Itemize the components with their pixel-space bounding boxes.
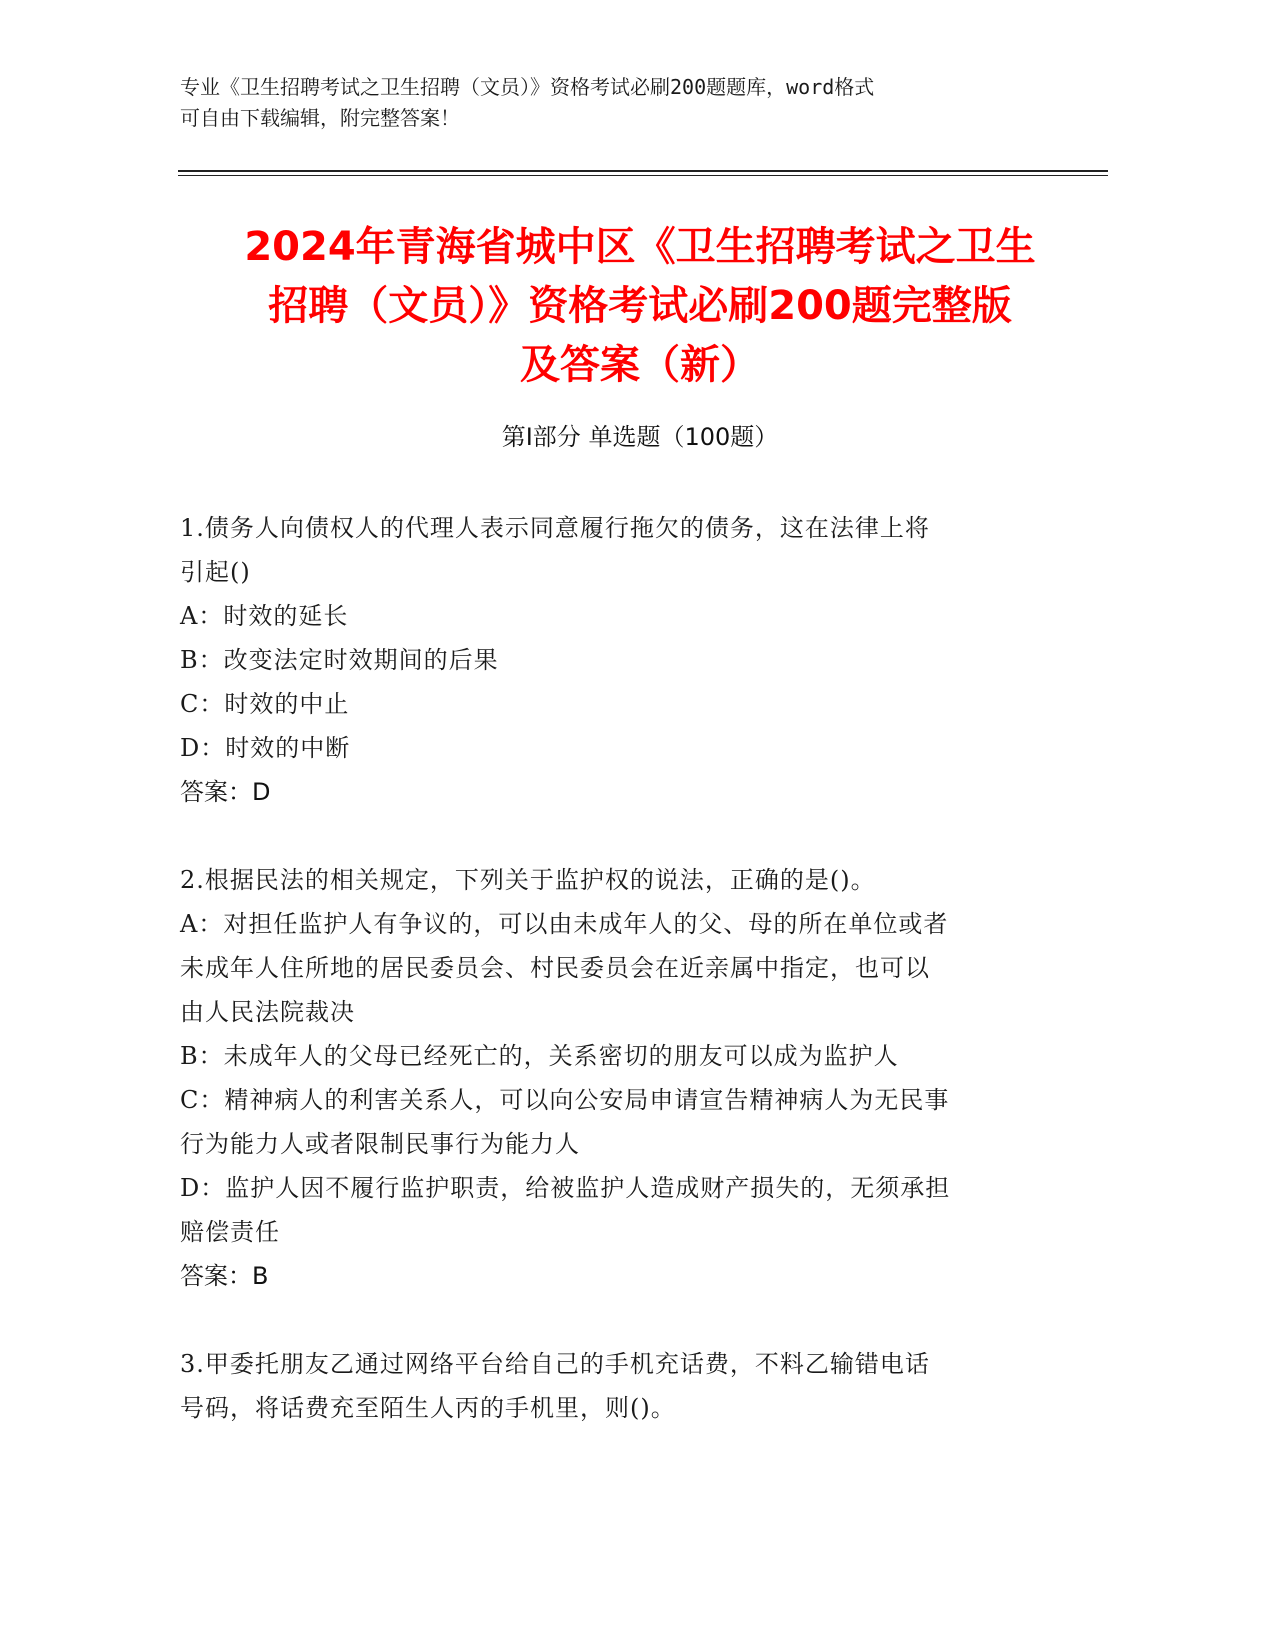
header-divider-thick [178,170,1108,172]
title-line-1: 2024年青海省城中区《卫生招聘考试之卫生 [244,224,1036,270]
section-heading: 第Ⅰ部分 单选题（100题） [501,423,779,451]
option-b: B：未成年人的父母已经死亡的，关系密切的朋友可以成为监护人 [180,1042,899,1070]
option-c-continued: 行为能力人或者限制民事行为能力人 [180,1130,580,1158]
option-a: A：时效的延长 [180,602,349,630]
question-text-line: 1.债务人向债权人的代理人表示同意履行拖欠的债务，这在法律上将 [180,514,930,542]
header-divider-thin [178,175,1108,176]
option-c: C：精神病人的利害关系人，可以向公安局申请宣告精神病人为无民事 [180,1086,950,1114]
title-line-3: 及答案（新） [520,342,760,388]
question-text-line: 引起() [180,558,251,586]
header-note [180,72,1060,134]
option-d-continued: 赔偿责任 [180,1218,280,1246]
question-text-line: 2.根据民法的相关规定，下列关于监护权的说法，正确的是()。 [180,866,876,894]
option-a-continued: 由人民法院裁决 [180,998,355,1026]
option-a: A：对担任监护人有争议的，可以由未成年人的父、母的所在单位或者 [180,910,949,938]
question-text-line: 3.甲委托朋友乙通过网络平台给自己的手机充话费，不料乙输错电话 [180,1350,930,1378]
document-title [140,218,1140,395]
option-b: B：改变法定时效期间的后果 [180,646,499,674]
option-d: D：监护人因不履行监护职责，给被监护人造成财产损失的，无须承担 [180,1174,951,1202]
header-note-line-2: 可自由下载编辑，附完整答案！ [180,106,460,130]
option-c: C：时效的中止 [180,690,350,718]
answer-line: 答案：D [180,778,271,806]
option-a-continued: 未成年人住所地的居民委员会、村民委员会在近亲属中指定，也可以 [180,954,930,982]
question-2 [180,858,1080,1298]
question-list [180,506,1080,1430]
question-text-line: 号码，将话费充至陌生人丙的手机里，则()。 [180,1394,676,1422]
title-line-2: 招聘（文员）》资格考试必刷200题完整版 [268,283,1012,329]
question-3 [180,1342,1080,1430]
spacer [180,1298,1080,1342]
question-1 [180,506,1080,814]
answer-line: 答案：B [180,1262,269,1290]
header-note-line-1: 专业《卫生招聘考试之卫生招聘（文员）》资格考试必刷200题题库，word格式 [180,75,875,99]
option-d: D：时效的中断 [180,734,351,762]
spacer [180,814,1080,858]
